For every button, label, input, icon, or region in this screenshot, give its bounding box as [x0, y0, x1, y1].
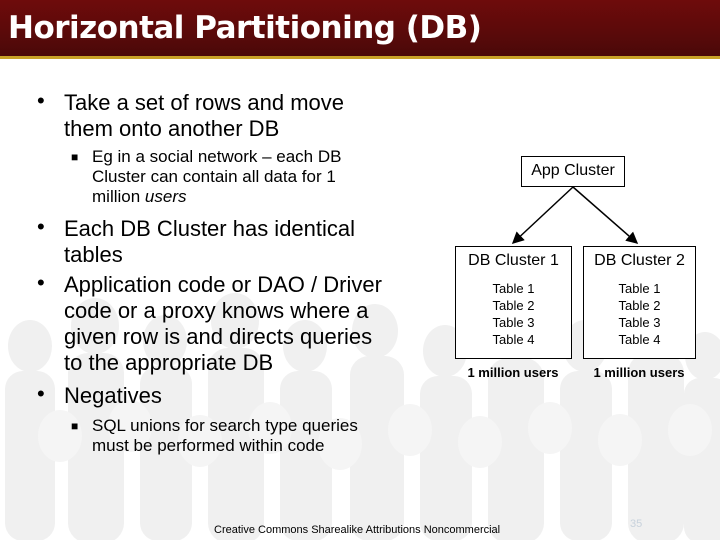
- db-cluster-2-label: DB Cluster 2: [594, 252, 685, 269]
- bullet-dot-icon: •: [37, 270, 45, 295]
- db-cluster-1-label: DB Cluster 1: [468, 252, 559, 269]
- app-cluster-box: App Cluster: [521, 156, 625, 187]
- bullet-take-rows: • Take a set of rows and move them onto another DB: [37, 88, 345, 141]
- db-cluster-1-users: 1 million users: [467, 365, 559, 380]
- bullet-dot-icon: •: [37, 214, 45, 239]
- page-number: 35: [630, 518, 643, 530]
- bullet-negatives: • Negatives: [37, 381, 162, 408]
- arrow-to-cluster-1: [513, 187, 573, 243]
- sub-bullet-sql-unions: ■ SQL unions for search type queries must be performed within code: [71, 416, 358, 455]
- bullet-application-code: • Application code or DAO / Driver code or a proxy knows where a given row is and directs queries to the appropriate DB: [37, 270, 382, 375]
- arrow-to-cluster-2: [573, 187, 637, 243]
- db-cluster-2-tables: Table 1 Table 2 Table 3 Table 4: [618, 281, 661, 347]
- db-cluster-2-box: [583, 246, 696, 359]
- sub-bullet-social-network: ■ Eg in a social network – each DB Cluster can contain all data for 1 million users: [71, 147, 342, 206]
- bullet-identical-tables: • Each DB Cluster has identical tables: [37, 214, 356, 267]
- db-cluster-1-box: [455, 246, 572, 359]
- footer-license: Creative Commons Sharealike Attributions Noncommercial: [214, 524, 501, 536]
- db-cluster-1-tables: Table 1 Table 2 Table 3 Table 4: [492, 281, 535, 347]
- bullet-dot-icon: •: [37, 381, 45, 406]
- square-bullet-icon: ■: [71, 150, 79, 164]
- slide-title: Horizontal Partitioning (DB): [8, 10, 482, 46]
- square-bullet-icon: ■: [71, 419, 79, 433]
- bullet-dot-icon: •: [37, 88, 45, 113]
- db-cluster-2-users: 1 million users: [593, 365, 685, 380]
